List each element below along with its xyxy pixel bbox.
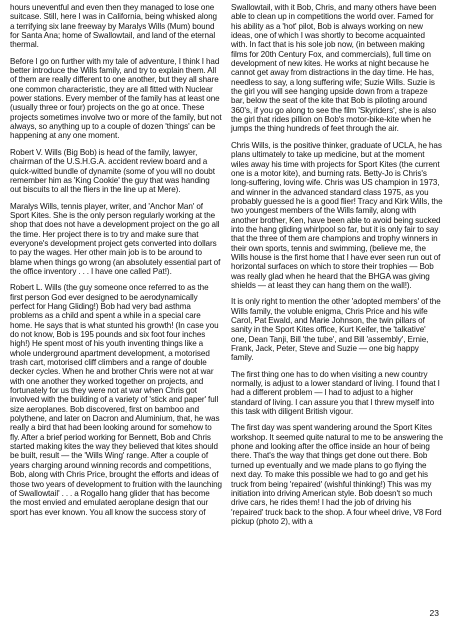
paragraph: Maralys Wills, tennis player, writer, and 'Anchor Man' of Sport Kites. She is the only person regularly working at the shop that does not have a development project on the go all the time. Her project there is to try and make sure that everyone's development project gets converted into dollars to pay the wages. Her other main job is to be around to blame when things go wrong (an absolutely essential part of the office inventory . . . I have one called Pat!). — [10, 201, 221, 276]
right-column — [231, 3, 443, 526]
paragraph: Chris Wills, is the positive thinker, graduate of UCLA, he has plans ultimately to take up medicine, but at the moment wiles away his time with projects for Sport Kites (the current one is a motor kite), and burning rats. Betty-Jo is Chris's long-suffering, loving wife. Chris was US champion in 1973, and winner in the advanced standard class 1975, as you probably guessed he is a good flier! Tracy and Kirk Wills, the two youngest members of the Wills family, along with another brother, Ken, have been able to avoid being sucked into the hang gliding whirlpool so far, but it is only fair to say that the three of them are champions and trophy winners in their own sports, tennis and swimming, (believe me, the Wills house is the first home that I have ever seen run out of horizontal surfaces on which to store their trophies — Bob was really glad when he heard that the BHGA was giving shields — at least they can hang them on the wall!). — [231, 140, 443, 290]
paragraph: Swallowtail, with it Bob, Chris, and many others have been able to clean up in competitions the world over. Famed for his ability as a 'hot' pilot, Bob is always working on new ideas, one of which I was shortly to become acquainted with. In fact that is his sole job now, (in between making films for 20th Century Fox, and commercials), full time on development of new kites. He works at night because he cannot get away from distractions in the day time. He has, needless to say, a long suffering wife; Suzie Wills. Suzie is the girl you will see hanging upside down from a trapeze bar, below the seat of the kite that Bob is piloting around 360's, if you go along to see the film 'Skyriders', she is also the girl that rides pillion on Bob's motor-bike-kite when he jumps the thing hundreds of feet through the air. — [231, 3, 437, 134]
left-column — [10, 3, 222, 517]
paragraph: Robert L. Wills (the guy someone once referred to as the first person God ever designed to be aerodynamically perfect for Hang Gliding!) Bob had very bad asthma problems as a child and spent a while in a special care home. He says that is what stunted his growth! (In case you do not know, Bob is 195 pounds and six foot four inches high!) He spent most of his youth inventing things like a whole underground apartment development, a motorised trash cart, motorised cliff climbers and a range of double decker cycles. When he and brother Chris were not at war with one another they worked together on projects, and fortunately for us they were not at war when Chris got involved with the building of a variety of 'stick and paper' full size aeroplanes. Bob discovered, first on bamboo and polythene, and later on Dacron and Aluminium, that, he was really a bird that had been looking around for somehow to fly. After a brief period working for Bennett, Bob and Chris started making kites the way they believed that kites should be built, result — the 'Wills Wing' range. After a couple of years charging around winning records and competitions, Bob, along with Chris Price, brought the efforts and ideas of those two years of development to fruition with the launching of Swallowtail' . . . a Rogallo hang glider that has become the most envied and emulated aeroplane design that our sport has ever known. You all know the success story of — [10, 283, 223, 517]
paragraph: Before I go on further with my tale of adventure, I think I had better introduce the Wills family, and try to explain them. All of them are really different to one another, but they all share one common characteristic, they are all fitted with Nuclear power stations. Every member of the family has at least one (usually three or four) projects on the go at once. These projects sometimes involve two or more of the family, but not always, so anything up to a couple of dozen 'things' can be happening at any one moment. — [10, 56, 222, 141]
paragraph: hours uneventful and even then they managed to lose one suitcase. Still, here I was in California, being whisked along a terrifying six lane freeway by Maralys Wills (Mum) bound for Santa Ana; home of Swallowtail, and land of the eternal thermal. — [10, 3, 217, 50]
paragraph: It is only right to mention the other 'adopted members' of the Wills family, the voluble enigma, Chris Price and his wife Carol, Pat Ewald, and Marie Johnson, the twin pillars of sanity in the Sport Kites office, Kurt Keifer, the 'talkative' one, Dean Tanji, Bill 'the tube', and Bill 'assembly', Ernie, Frank, Jack, Peter, Steve and Suzie — one big happy family. — [231, 297, 441, 363]
paragraph: Robert V. Wills (Big Bob) is head of the family, lawyer, chairman of the U.S.H.G.A. accident review board and a quick-witted bundle of dynamite (some of you will no doubt remember him as 'King Cookie' the guy that was handing out biscuits to all the fliers in the line up at Mere). — [10, 147, 215, 195]
paragraph: The first thing one has to do when visiting a new country normally, is adjust to a lower standard of living. I found that I had a different problem — I had to adjust to a higher standard of living. I can assure you that I threw myself into this task with diligent British vigour. — [231, 369, 440, 417]
paragraph: The first day was spent wandering around the Sport Kites workshop. It seemed quite natural to me to be answering the phone and looking after the office inside an hour of being there. That's the way that things get done out there. Bob turned up eventually and we made plans to go flying the next day. To make this possible we had to go and get his truck from being 'repaired' (wishful thinking!) This was my initiation into driving American style. Bob doesn't so much drive cars, he rides them! I had the job of driving his 'repaired' truck back to the shop. A four wheel drive, V8 Ford pickup (photo 2), with a — [231, 423, 443, 526]
page-number: 23 — [429, 608, 439, 618]
